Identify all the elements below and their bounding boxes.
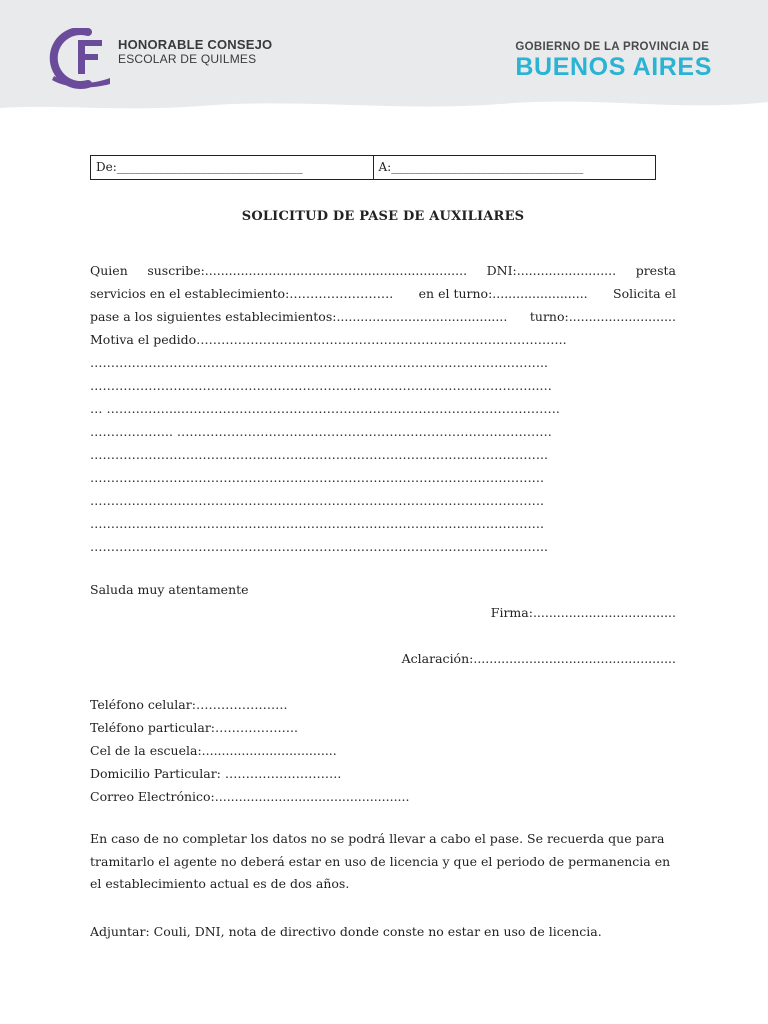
org-name bbox=[118, 38, 272, 66]
email-field: Correo Electrónico:................................................. bbox=[90, 789, 410, 804]
org-name-line1: HONORABLE CONSEJO bbox=[118, 37, 273, 52]
routing-from: De:_______________________________ bbox=[96, 160, 303, 174]
government-logo bbox=[515, 41, 712, 80]
body-line-2 bbox=[90, 286, 676, 301]
text-segment: presta bbox=[635, 263, 676, 278]
form-title: SOLICITUD DE PASE DE AUXILIARES bbox=[241, 209, 525, 224]
attachments-note: Adjuntar: Couli, DNI, nota de directivo donde conste no estar en uso de licencia. bbox=[90, 924, 602, 939]
routing-to: A:________________________________ bbox=[373, 156, 656, 179]
text-segment: DNI:......................... bbox=[486, 263, 617, 278]
text-segment: Solicita el bbox=[613, 286, 676, 301]
greeting: Saluda muy atentamente bbox=[90, 582, 249, 597]
body-line-3 bbox=[90, 309, 676, 324]
dotted-line: ………………………………………………………………………………………………. bbox=[90, 516, 544, 531]
address-field: Domicilio Particular: ………………………. bbox=[90, 766, 342, 781]
dotted-line: ………………………………………………………………………………………………. bbox=[90, 470, 544, 485]
clarification-field: Aclaración:................................................... bbox=[401, 651, 676, 666]
text-segment: servicios en el establecimiento:……………………. bbox=[90, 286, 394, 301]
dotted-line: … ……………...………………………………………………………………………………. bbox=[90, 401, 560, 416]
government-line1: GOBIERNO DE LA PROVINCIA DE bbox=[515, 41, 710, 53]
text-segment: pase a los siguientes establecimientos:........................................... bbox=[90, 309, 508, 324]
routing-box bbox=[90, 155, 656, 180]
text-segment: suscribe:.................................................................. bbox=[147, 263, 468, 278]
signature-field: Firma:.................................... bbox=[490, 605, 676, 620]
mobile-phone-field: Teléfono celular:…………………. bbox=[90, 697, 288, 712]
dotted-line: ……………………………………………………………………………………………….. bbox=[90, 355, 548, 370]
letterhead bbox=[0, 0, 768, 122]
dotted-line: ……………………………………………………………………………………………...… bbox=[90, 378, 552, 393]
text-segment: en el turno:........................ bbox=[418, 286, 588, 301]
dotted-line: ………………………………………………………………………………………………. bbox=[90, 493, 544, 508]
dotted-line: ……………………………………………………………………………………………….. bbox=[90, 447, 548, 462]
text-segment: Quien bbox=[90, 263, 128, 278]
body-line-4: Motiva el pedido…………………………………………………………………………….. bbox=[90, 332, 567, 347]
home-phone-field: Teléfono particular:……………….. bbox=[90, 720, 298, 735]
text-segment: turno:........................... bbox=[529, 309, 676, 324]
hcq-logo-icon bbox=[48, 28, 112, 90]
notice-paragraph: En caso de no completar los datos no se podrá llevar a cabo el pase. Se recuerda que para tramitarlo el agente no deberá estar en uso de licencia y que el periodo de permanencia en el establecimiento actual es de dos años. bbox=[90, 831, 671, 891]
body-line-1 bbox=[90, 263, 676, 278]
org-name-line2: ESCOLAR DE QUILMES bbox=[118, 52, 257, 66]
dotted-line: ……………………………………………………………………………………………….. bbox=[90, 539, 548, 554]
school-phone-field: Cel de la escuela:.................................. bbox=[90, 743, 337, 758]
government-line2: BUENOS AIRES bbox=[515, 53, 712, 81]
dotted-line: ……………….. ……………………………………………………………………………… bbox=[90, 424, 552, 439]
